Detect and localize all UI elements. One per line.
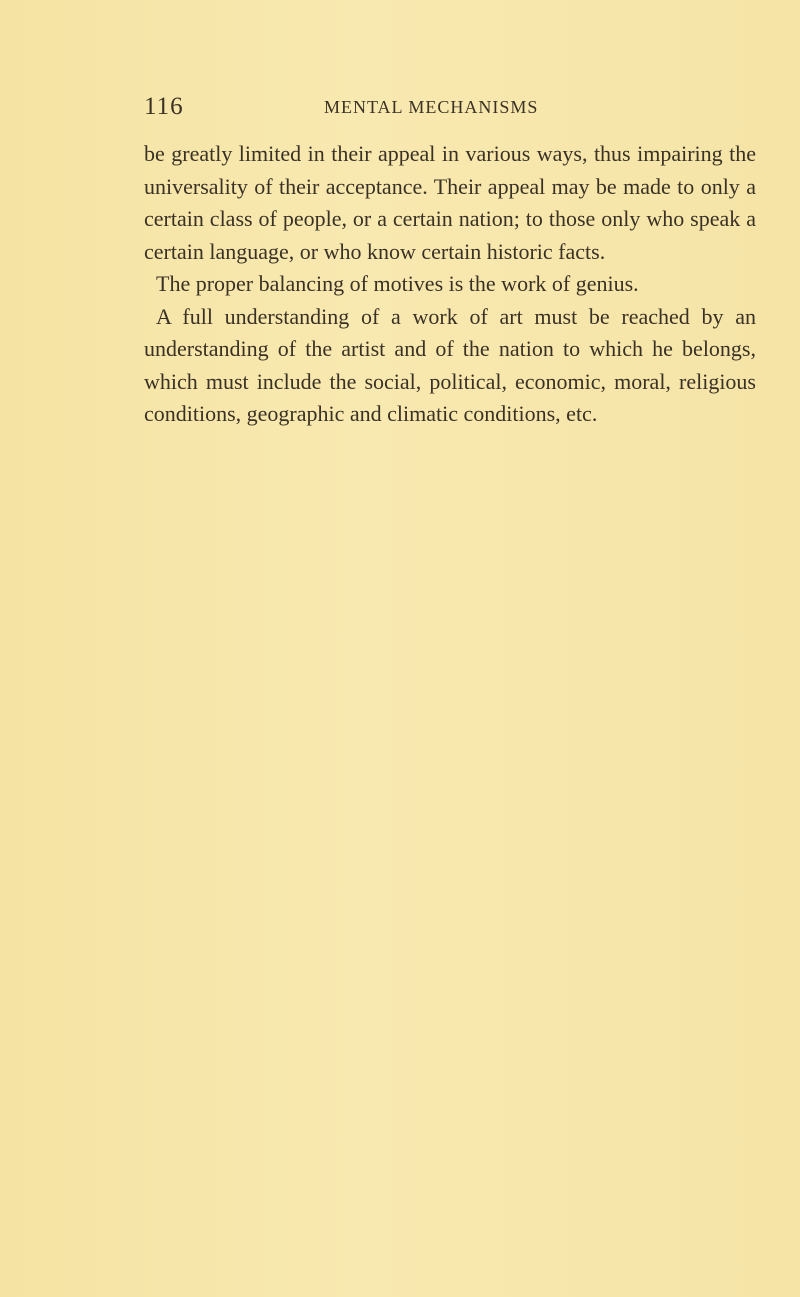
running-head: MENTAL MECHANISMS (324, 97, 539, 117)
paragraph: be greatly limited in their appeal in various ways, thus impairing the universality of their acceptance. Their appeal may be made to only a certain class of people, or a certain nation; to those only who speak a certain language, or who know certain historic facts. (144, 141, 756, 264)
page-number: 116 (144, 93, 184, 120)
body-text (144, 138, 756, 431)
paragraph: A full understanding of a work of art must be reached by an understanding of the artist and of the nation to which he belongs, which must include the social, political, economic, moral, religious conditions, geographic and climatic conditions, etc. (144, 303, 756, 426)
paragraph: The proper balancing of motives is the work of genius. (156, 271, 639, 296)
page-header (144, 93, 756, 123)
